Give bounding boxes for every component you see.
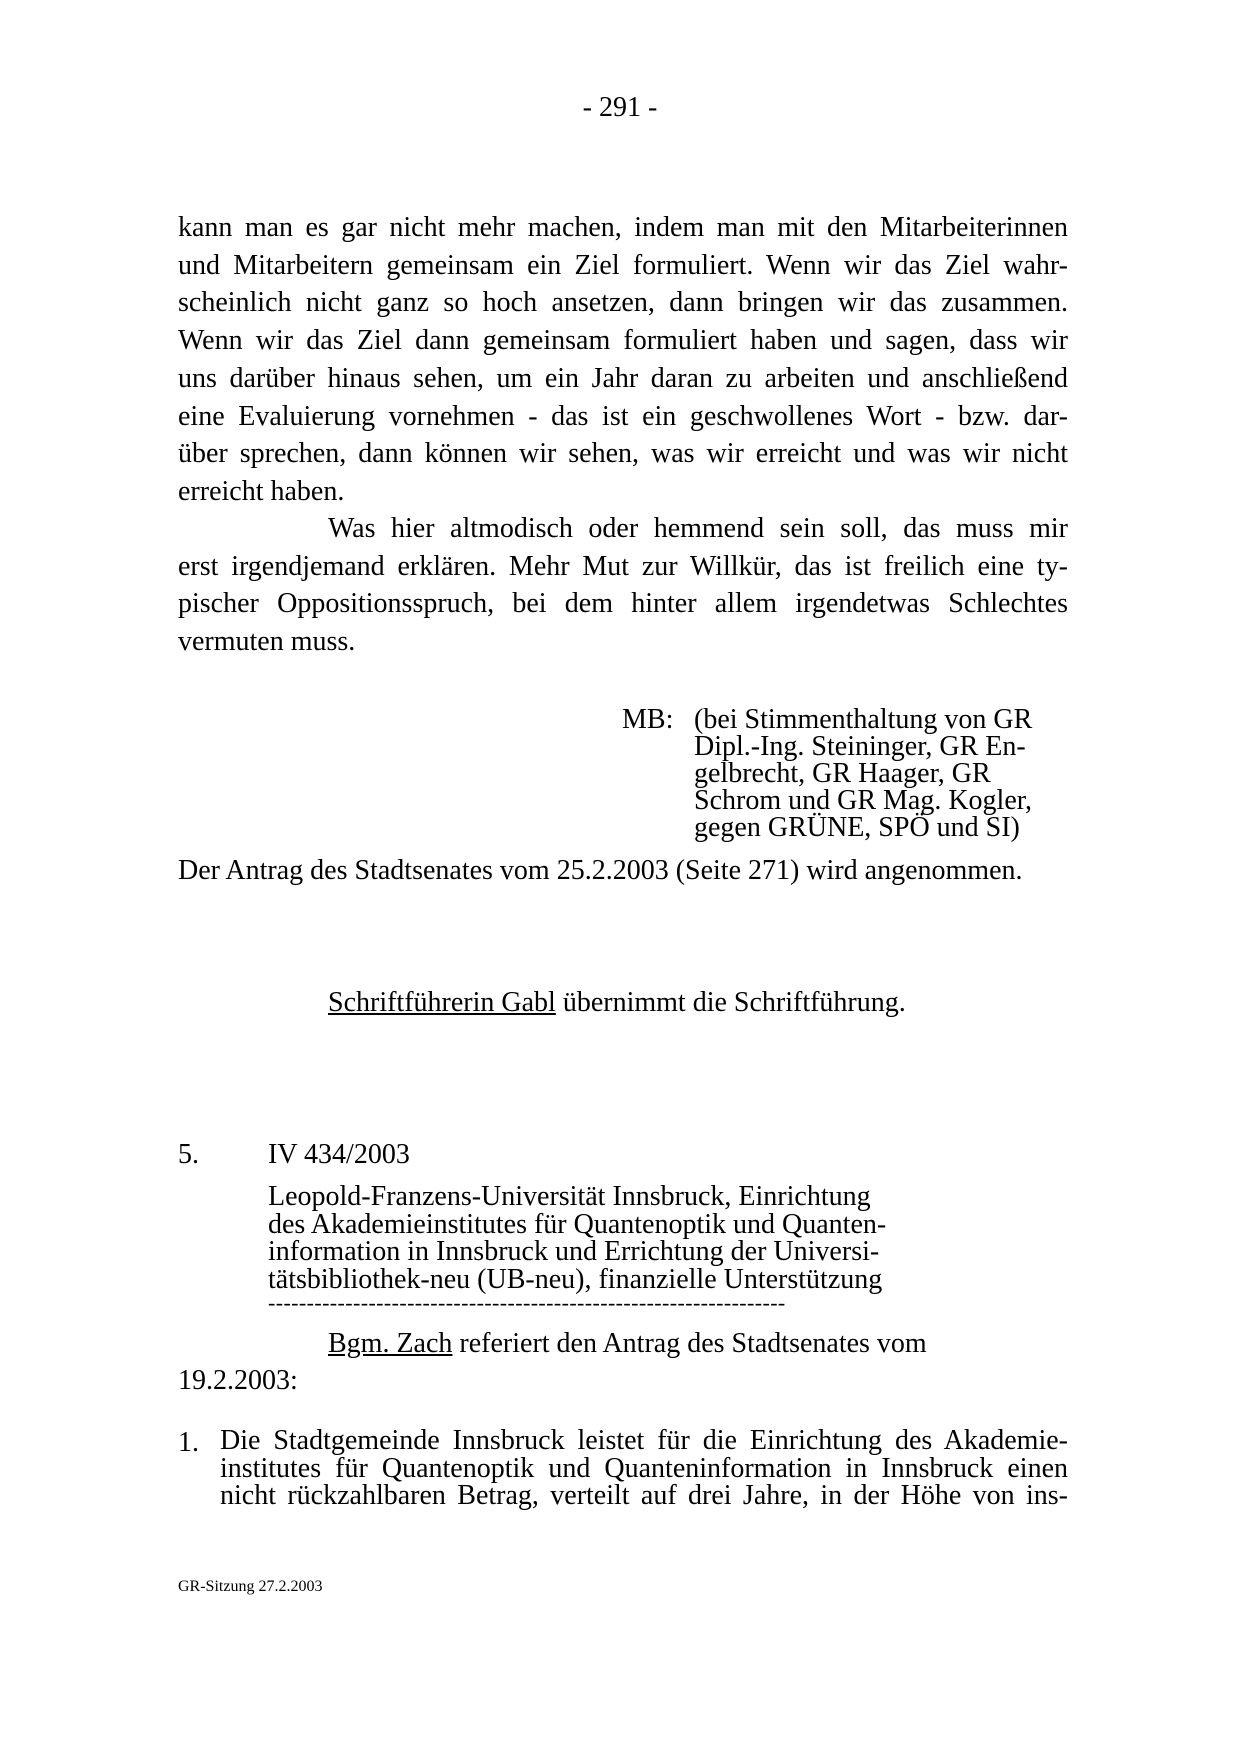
- agenda-item-title: [268, 1183, 886, 1293]
- referral-speaker: Bgm. Zach: [328, 1328, 453, 1359]
- text-line: kann man es gar nicht mehr machen, indem man mit den Mitarbeiterinnen: [178, 212, 1068, 243]
- vote-line: Dipl.-Ing. Steininger, GR En-: [694, 731, 1026, 762]
- vote-line: gegen GRÜNE, SPÖ und SI): [694, 812, 1020, 843]
- page-footer: GR-Sitzung 27.2.2003: [178, 1578, 323, 1595]
- text-line: uns darüber hinaus sehen, um ein Jahr daran zu arbeiten und anschließend: [178, 362, 1068, 394]
- list-line: Die Stadtgemeinde Innsbruck leistet für die Einrichtung des Akademie-: [220, 1425, 1068, 1456]
- title-line: des Akademieinstitutes für Quantenoptik und Quanten-: [268, 1208, 887, 1240]
- decision-statement: Der Antrag des Stadtsenates vom 25.2.2003 (Seite 271) wird angenommen.: [178, 855, 1023, 886]
- text-line: Wenn wir das Ziel dann gemeinsam formuliert haben und sagen, dass wir: [178, 325, 1068, 357]
- body-paragraph-2: [178, 510, 1068, 661]
- text-line: scheinlich nicht ganz so hoch ansetzen, dann bringen wir das zusammen.: [178, 287, 1068, 319]
- dashed-separator: -------------------------------------------------------------------: [268, 1290, 786, 1315]
- text-line-indented: Was hier altmodisch oder hemmend sein soll, das muss mir: [328, 513, 1068, 544]
- text-line: und Mitarbeitern gemeinsam ein Ziel formuliert. Wenn wir das Ziel wahr-: [178, 249, 1068, 281]
- list-item-text: [220, 1427, 1068, 1510]
- vote-line: Schrom und GR Mag. Kogler,: [694, 785, 1032, 816]
- list-item-number: 1.: [178, 1427, 199, 1458]
- referral-date: 19.2.2003:: [178, 1365, 298, 1396]
- title-line: Leopold-Franzens-Universität Innsbruck, Einrichtung: [268, 1181, 871, 1212]
- text-line: pischer Oppositionsspruch, bei dem hinter allem irgendetwas Schlechtes: [178, 588, 1068, 620]
- text-line: erreicht haben.: [178, 475, 345, 507]
- text-line: über sprechen, dann können wir sehen, was wir erreicht und was wir nicht: [178, 438, 1068, 470]
- list-line: nicht rückzahlbaren Betrag, verteilt auf drei Jahre, in der Höhe von ins-: [220, 1480, 1068, 1512]
- referral-line: [328, 1328, 927, 1360]
- referral-text: referiert den Antrag des Stadtsenates vom: [452, 1328, 927, 1359]
- text-line: eine Evaluierung vornehmen - das ist ein geschwollenes Wort - bzw. dar-: [178, 400, 1068, 432]
- secretary-name: Schriftführerin Gabl: [328, 987, 556, 1018]
- secretary-text: übernimmt die Schriftführung.: [555, 987, 906, 1018]
- vote-line: (bei Stimmenthaltung von GR: [694, 704, 1033, 735]
- page-number: - 291 -: [582, 92, 658, 123]
- title-line: tätsbibliothek-neu (UB-neu), finanzielle Unterstützung: [268, 1263, 883, 1295]
- title-line: information in Innsbruck und Errichtung der Universi-: [268, 1236, 880, 1268]
- agenda-item-number: 5.: [178, 1139, 199, 1170]
- text-line: vermuten muss.: [178, 626, 356, 658]
- vote-details: [694, 706, 1074, 841]
- vote-line: gelbrecht, GR Haager, GR: [694, 758, 991, 789]
- secretary-note: [328, 987, 906, 1019]
- agenda-item-reference: IV 434/2003: [268, 1139, 410, 1170]
- text-line: erst irgendjemand erklären. Mehr Mut zur Willkür, das ist freilich eine ty-: [178, 550, 1068, 582]
- body-paragraph-1: [178, 209, 1068, 511]
- vote-label: MB:: [622, 704, 674, 735]
- list-line: institutes für Quantenoptik und Quanteninformation in Innsbruck einen: [220, 1452, 1068, 1484]
